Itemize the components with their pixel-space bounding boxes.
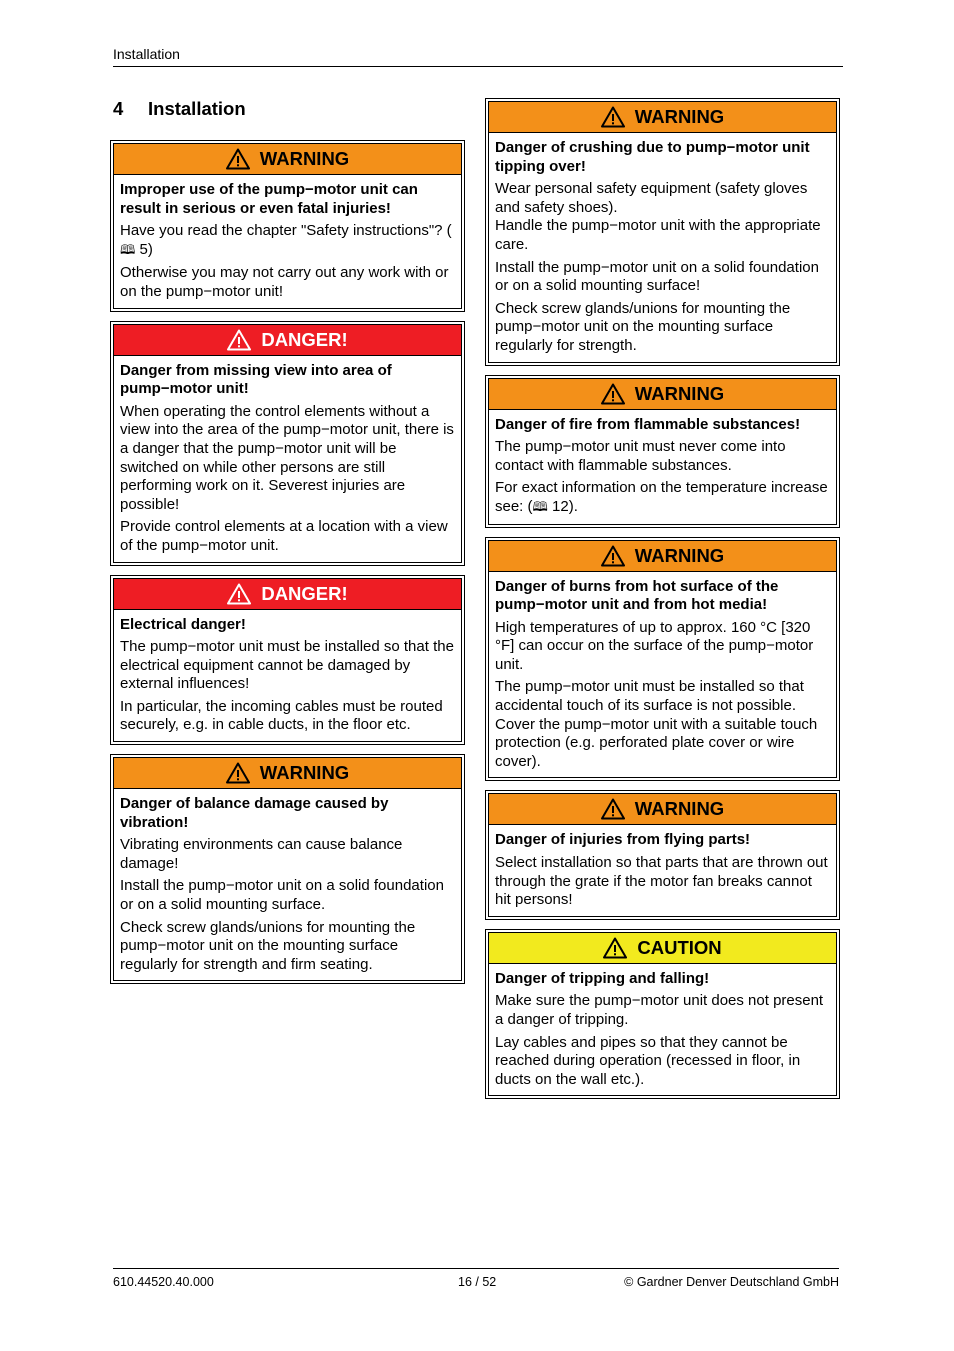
notice-frame (488, 101, 837, 363)
left-column (110, 140, 465, 993)
notice-body (489, 825, 836, 915)
warning-notice-header (489, 541, 836, 572)
notice-frame (113, 324, 462, 563)
notice-paragraph: The pump−motor unit must never come into contact with flammable substances. (495, 438, 786, 474)
warning-triangle-icon (226, 762, 250, 784)
notice-frame (488, 793, 837, 916)
notice-label: DANGER! (261, 582, 348, 604)
warning-notice-box (485, 375, 840, 528)
notice-subject: Danger of burns from hot surface of the pump−motor unit and from hot media! (495, 577, 779, 614)
notice-label: CAUTION (637, 936, 722, 958)
notice-label: WARNING (634, 106, 725, 127)
notice-paragraph: Select installation so that parts that are thrown out through the grate if the motor fan breaks cannot hit persons! (495, 854, 828, 909)
book-icon: 🕮 (120, 242, 136, 258)
warning-notice-header (489, 102, 836, 133)
notice-frame (113, 143, 462, 309)
notice-paragraph: When operating the control elements without a view into the area of the pump−motor unit, there is a danger that the pump−motor unit will be switched on while other persons are still performing work on it. Severest injuries are possible! (120, 402, 454, 513)
notice-paragraph: For exact information on the temperature increase see: (🕮 12). (495, 479, 830, 517)
notice-paragraph: In particular, the incoming cables must be routed securely, e.g. in cable ducts, in the floor etc. (120, 697, 443, 734)
notice-body (114, 789, 461, 980)
notice-subject: Danger from missing view into area of pump−motor unit! (120, 361, 392, 398)
notice-subject: Improper use of the pump−motor unit can result in serious or even fatal injuries! (120, 181, 418, 217)
section-title: Installation (148, 98, 246, 119)
right-column (485, 98, 840, 1108)
notice-paragraph: Install the pump−motor unit on a solid foundation or on a solid mounting surface! (495, 258, 819, 295)
book-icon: 🕮 (532, 499, 548, 515)
notice-body (489, 133, 836, 362)
warning-triangle-icon (227, 583, 251, 605)
notice-paragraph: Lay cables and pipes so that they cannot be reached during operation (recessed in floor, in ducts on the wall etc.). (495, 1033, 801, 1088)
warning-notice-box (485, 98, 840, 366)
notice-frame (488, 378, 837, 525)
notice-paragraph: Wear personal safety equipment (safety gloves and safety shoes). Handle the pump−motor unit with the appropriate care. (495, 180, 821, 253)
notice-subject: Danger of crushing due to pump−motor unit tipping over! (495, 139, 810, 175)
warning-notice-header (489, 379, 836, 410)
danger-notice-header (114, 579, 461, 610)
danger-notice-header (114, 325, 461, 356)
header-divider (113, 66, 843, 67)
warning-triangle-icon (601, 383, 625, 405)
notice-body (489, 572, 836, 778)
notice-subject: Danger of tripping and falling! (495, 969, 710, 987)
notice-paragraph: Vibrating environments can cause balance damage! (120, 836, 403, 872)
notice-paragraph: Have you read the chapter "Safety instructions"? (🕮 5) (120, 222, 455, 260)
notice-frame (113, 578, 462, 743)
page-header-title: Installation (113, 46, 180, 62)
footer-copyright: © Gardner Denver Deutschland GmbH (624, 1275, 839, 1289)
warning-notice-box (110, 140, 465, 312)
warning-triangle-icon (601, 545, 625, 567)
notice-label: WARNING (634, 382, 725, 404)
caution-notice-box (485, 929, 840, 1100)
footer-divider (113, 1268, 839, 1269)
danger-notice-box (110, 321, 465, 566)
warning-notice-header (114, 758, 461, 789)
warning-triangle-icon (226, 148, 250, 170)
notice-subject: Danger of balance damage caused by vibration! (120, 795, 389, 831)
notice-paragraph: Otherwise you may not carry out any work with or on the pump−motor unit! (120, 264, 449, 300)
notice-paragraph: High temperatures of up to approx. 160 °C [320 °F] can occur on the surface of the pump−motor unit. (495, 618, 814, 673)
warning-notice-box (485, 790, 840, 919)
notice-paragraph: The pump−motor unit must be installed so that the electrical equipment cannot be damaged by external influences! (120, 638, 454, 693)
caution-notice-header (489, 933, 836, 964)
notice-paragraph: Check screw glands/unions for mounting the pump−motor unit on the mounting surface regularly for strength and firm seating. (120, 918, 416, 973)
notice-label: DANGER! (261, 328, 348, 350)
warning-notice-header (489, 794, 836, 825)
notice-body (114, 610, 461, 742)
section-number: 4 (113, 98, 124, 119)
warning-triangle-icon (601, 106, 625, 128)
notice-label: WARNING (259, 148, 350, 169)
notice-body (114, 356, 461, 562)
warning-triangle-icon (603, 937, 627, 959)
notice-body (489, 410, 836, 524)
section-heading (113, 98, 246, 120)
notice-subject: Danger of fire from flammable substances! (495, 415, 801, 433)
warning-notice-header (114, 144, 461, 175)
warning-triangle-icon (227, 329, 251, 351)
notice-label: WARNING (634, 544, 725, 566)
danger-notice-box (110, 575, 465, 746)
notice-paragraph: Install the pump−motor unit on a solid foundation or on a solid mounting surface. (120, 877, 444, 914)
notice-paragraph: The pump−motor unit must be installed so that accidental touch of its surface is not possible. Cover the pump−motor unit with a suitable touch protection (e.g. perforated plate cover or wire cover). (495, 678, 818, 770)
warning-notice-box (485, 537, 840, 782)
notice-body (114, 175, 461, 308)
notice-paragraph: Make sure the pump−motor unit does not present a danger of tripping. (495, 992, 824, 1028)
notice-subject: Electrical danger! (120, 615, 246, 633)
notice-paragraph: Provide control elements at a location with a view of the pump−motor unit. (120, 518, 448, 554)
notice-label: WARNING (634, 798, 725, 820)
notice-frame (488, 540, 837, 779)
notice-frame (113, 757, 462, 981)
notice-body (489, 964, 836, 1096)
warning-notice-box (110, 754, 465, 984)
notice-label: WARNING (259, 762, 350, 784)
notice-frame (488, 932, 837, 1097)
footer-doc-number: 610.44520.40.000 (113, 1275, 214, 1289)
warning-triangle-icon (601, 798, 625, 820)
footer-page-number: 16 / 52 (458, 1275, 497, 1289)
notice-subject: Danger of injuries from flying parts! (495, 831, 751, 849)
notice-paragraph: Check screw glands/unions for mounting the pump−motor unit on the mounting surface regularly for strength. (495, 299, 791, 354)
